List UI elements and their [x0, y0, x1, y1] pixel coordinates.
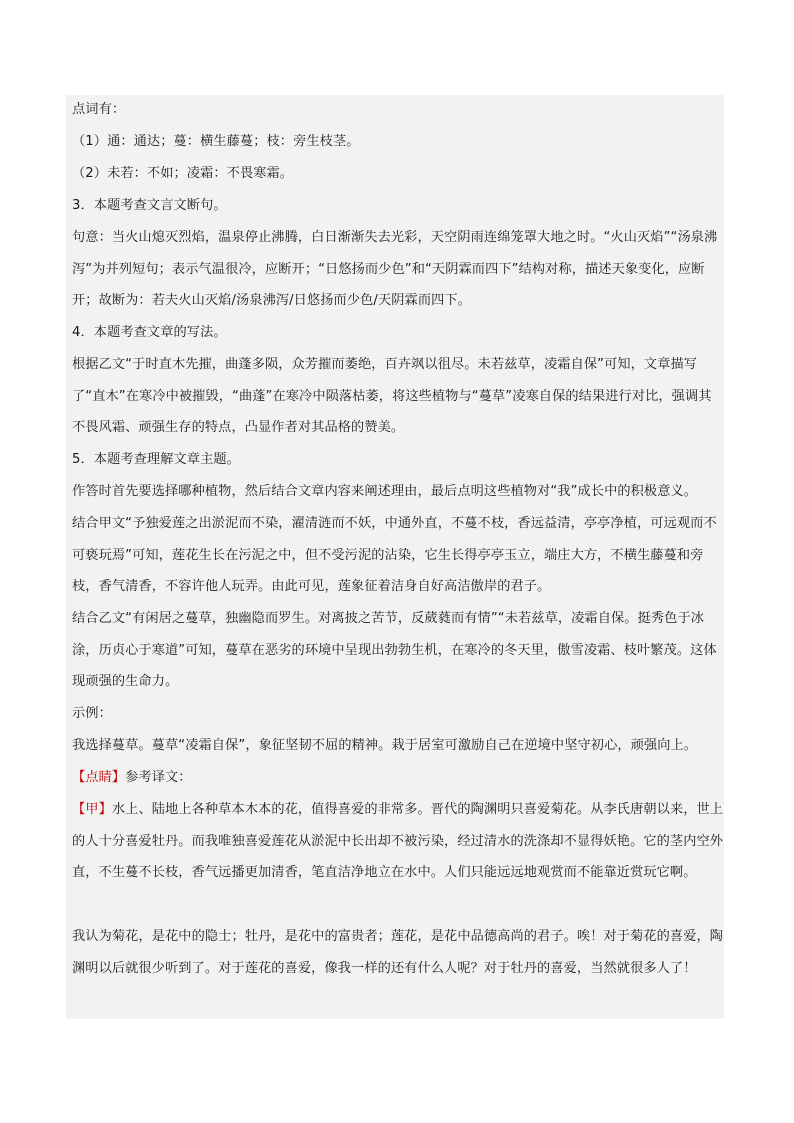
tip-mark: 【点睛】 — [72, 770, 126, 785]
q5-intro: 作答时首先要选择哪种植物，然后结合文章内容来阐述理由，最后点明这些植物对“我”成长中的积极意义。 — [72, 484, 698, 499]
translation-conclusion: 我认为菊花，是花中的隐士；牡丹，是花中的富贵者；莲花，是花中品德高尚的君子。唉！对于菊花的喜爱，陶渊明以后就很少听到了。对于莲花的喜爱，像我一样的还有什么人呢？对于牡丹的喜爱，当然就很多人了！ — [72, 929, 724, 976]
tip-line — [72, 762, 724, 794]
translation-a-text: 水上、陆地上各种草本木本的花，值得喜爱的非常多。晋代的陶渊明只喜爱菊花。从李氏唐朝以来，世上的人十分喜爱牡丹。而我唯独喜爱莲花从淤泥中长出却不被污染，经过清水的洗涤却不显得妖艳。它的茎内空外直，不生蔓不长枝，香气远播更加清香，笔直洁净地立在水中。人们只能远远地观赏而不能靠近赏玩它啊。 — [72, 802, 724, 880]
example-answer: 我选择蔓草。蔓草“凌霜自保”，象征坚韧不屈的精神。栽于居室可激励自己在逆境中坚守初心，顽强向上。 — [72, 738, 698, 753]
q5-grass-analysis: 结合乙文“有闲居之蔓草，独幽隐而罗生。对离披之苦节，反葳蕤而有情”“未若兹草，凌霜自保。挺秀色于冰涂，历贞心于寒道”可知，蔓草在恶劣的环境中呈现出勃勃生机，在寒冷的冬天里，傲雪凌霜、枝叶繁茂。这体现顽强的生命力。 — [72, 611, 717, 689]
example-heading: 示例： — [72, 706, 112, 721]
q5-lotus-analysis: 结合甲文“予独爱莲之出淤泥而不染，濯清涟而不妖，中通外直，不蔓不枝，香远益清，亭亭净植，可远观而不可亵玩焉”可知，莲花生长在污泥之中，但不受污泥的沾染，它生长得亭亭玉立，端庄大方，不横生藤蔓和旁枝，香气清香，不容许他人玩弄。由此可见，莲象征着洁身自好高洁傲岸的君子。 — [72, 516, 717, 594]
vocab-item-1: （1）通：通达；蔓：横生藤蔓；枝：旁生枝茎。 — [72, 134, 360, 149]
q5-heading: 5．本题考查理解文章主题。 — [72, 452, 240, 467]
translation-a — [72, 794, 724, 889]
q4-explanation: 根据乙文“于时直木先摧，曲蓬多陨，众芳摧而萎绝，百卉飒以徂尽。未若兹草，凌霜自保”可知，文章描写了“直木”在寒冷中被摧毁，“曲蓬”在寒冷中陨落枯萎，将这些植物与“蔓草”凌寒自保的结果进行对比，强调其不畏风霜、顽强生存的特点，凸显作者对其品格的赞美。 — [72, 357, 712, 435]
q4-heading: 4．本题考查文章的写法。 — [72, 325, 227, 340]
vocab-heading: 点词有： — [72, 102, 126, 117]
translation-a-mark: 【甲】 — [72, 802, 112, 817]
q3-heading: 3．本题考查文言文断句。 — [72, 198, 227, 213]
vocab-item-2: （2）未若：不如；凌霜：不畏寒霜。 — [72, 166, 294, 181]
q3-explanation: 句意：当火山熄灭烈焰，温泉停止沸腾，白日渐渐失去光彩，天空阴雨连绵笼罩大地之时。“火山灭焰”“汤泉沸泻”为并列短句；表示气温很冷，应断开；“日悠扬而少色”和“天阴霖而四下”结构对称，描述天象变化，应断开；故断为：若夫火山灭焰/汤泉沸泻/日悠扬而少色/天阴霖而四下。 — [72, 230, 718, 308]
tip-text: 参考译文： — [125, 770, 192, 785]
